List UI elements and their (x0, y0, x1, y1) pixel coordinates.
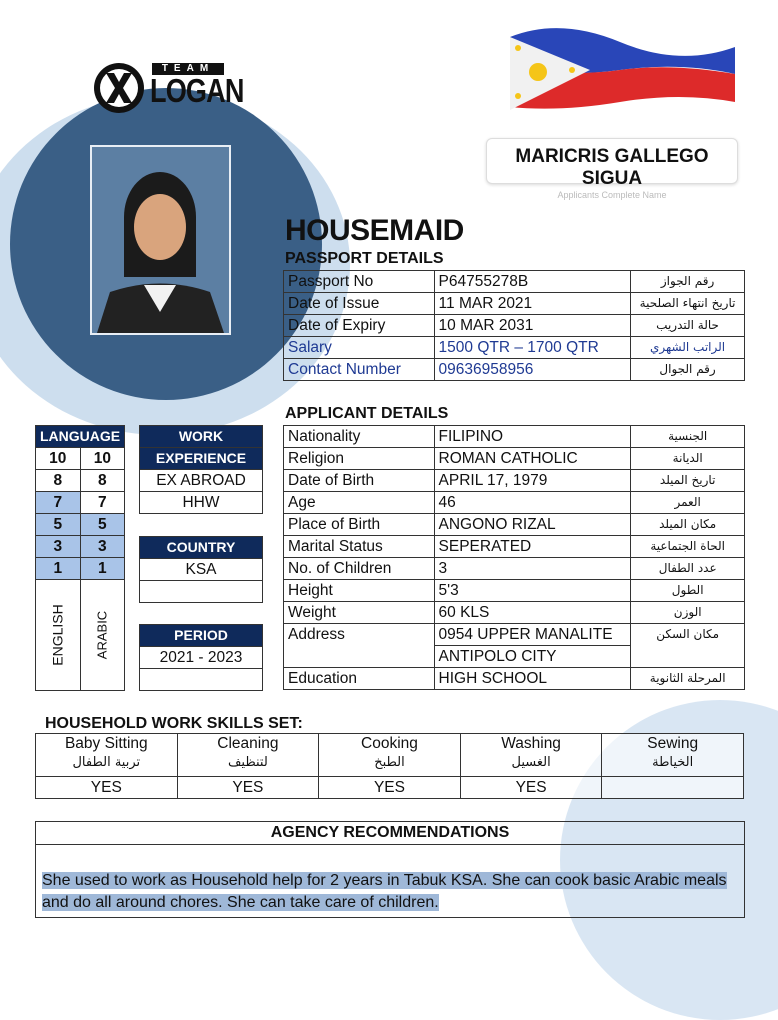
applicant-name-box (486, 138, 738, 200)
applicant-details-heading: APPLICANT DETAILS (285, 405, 449, 422)
work-heading-line1: WORK (140, 426, 263, 448)
period-table: PERIOD 2021 - 2023 (139, 624, 263, 691)
applicant-name: MARICRIS GALLEGO SIGUA (515, 146, 709, 189)
x-logo-icon (92, 60, 150, 118)
language-english-label: ENGLISH (49, 604, 66, 666)
table-row: Marital Status SEPERATED الحاة الجتماعية (284, 536, 745, 558)
position-title: HOUSEMAID (285, 214, 464, 247)
table-row: Date of Issue 11 MAR 2021 تاريخ انتهاء الصلحية (284, 293, 745, 315)
table-row: Passport No P64755278B رقم الجواز (284, 271, 745, 293)
table-row: Salary 1500 QTR – 1700 QTR الراتب الشهري (284, 337, 745, 359)
table-row: Nationality FILIPINO الجنسية (284, 426, 745, 448)
table-row: Date of Birth APRIL 17, 1979 تاريخ الميلد (284, 470, 745, 492)
table-row: Religion ROMAN CATHOLIC الديانة (284, 448, 745, 470)
country-heading: COUNTRY (140, 537, 263, 559)
table-row: No. of Children 3 عدد الطفال (284, 558, 745, 580)
skills-heading: HOUSEHOLD WORK SKILLS SET: (45, 715, 303, 732)
philippines-flag-icon (510, 22, 735, 122)
table-row: Date of Expiry 10 MAR 2031 حالة التدريب (284, 315, 745, 337)
language-heading: LANGUAGE (36, 426, 125, 448)
applicant-photo (90, 145, 231, 335)
language-table: LANGUAGE 10 10 8 8 7 7 5 5 3 3 1 1 ENGLISH ARABIC (35, 425, 125, 691)
recommendations-box (35, 821, 745, 918)
logo-brand-text: LOGAN (150, 72, 244, 109)
passport-table (283, 270, 745, 381)
table-row: Baby Sitting تربية الطفال Cleaning لتنظيف Cooking الطبخ Washing الغسيل Sewing الخياطة (36, 734, 744, 777)
table-row: Education HIGH SCHOOL المرحلة الثانوية (284, 668, 745, 690)
table-row: Address 0954 UPPER MANALITE مكان السكن (284, 624, 745, 646)
table-row: Place of Birth ANGONO RIZAL مكان الميلد (284, 514, 745, 536)
logo-team-text: TEAM (152, 63, 224, 75)
applicant-name-caption: Applicants Complete Name (557, 190, 667, 200)
team-logan-logo (92, 60, 244, 116)
work-heading-line2: EXPERIENCE (140, 448, 263, 470)
table-row: Age 46 العمر (284, 492, 745, 514)
recommendations-text: She used to work as Household help for 2 years in Tabuk KSA. She can cook basic Arabic meals and do all around chores. She can take care of children. (42, 872, 727, 911)
table-row: YES YES YES YES (36, 777, 744, 799)
table-row: Height 5'3 الطول (284, 580, 745, 602)
country-table: COUNTRY KSA (139, 536, 263, 603)
language-arabic-label: ARABIC (94, 610, 110, 660)
table-row: Weight 60 KLS الوزن (284, 602, 745, 624)
table-row: ANTIPOLO CITY (284, 646, 745, 668)
recommendations-heading: AGENCY RECOMMENDATIONS (36, 822, 744, 845)
skills-table (35, 733, 744, 799)
passport-details-heading: PASSPORT DETAILS (285, 250, 444, 267)
period-heading: PERIOD (140, 625, 263, 647)
table-row: Contact Number 09636958956 رقم الجوال (284, 359, 745, 381)
applicant-details-table (283, 425, 745, 690)
work-experience-table: WORK EXPERIENCE EX ABROAD HHW (139, 425, 263, 514)
